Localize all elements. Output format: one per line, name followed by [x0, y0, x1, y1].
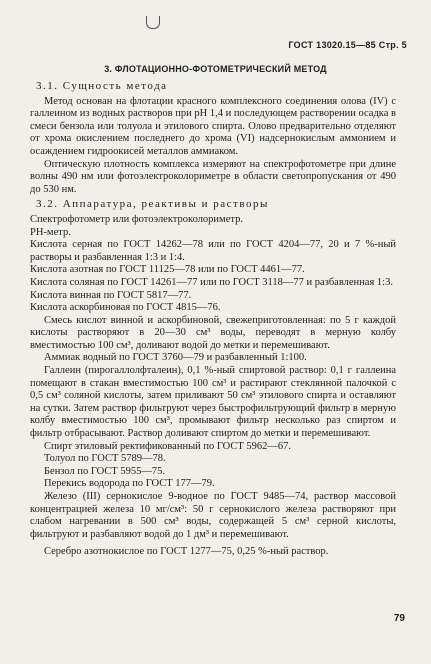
list-item: Железо (III) сернокислое 9-водное по ГОСТ 9485—74, раствор массовой концентрацией железа 10 мг/см³: 50 г сернокислого железа растворяют при слабом нагревании в 500 см³ воды, содержащей 5 см³ серной кислоты, фильтруют и разбавляют водой до 1 дм³ и перемешивают. — [30, 491, 396, 540]
list-item: Кислота соляная по ГОСТ 14261—77 или по ГОСТ 3118—77 и разбавленная 1:3. — [30, 276, 393, 288]
page-header: ГОСТ 13020.15—85 Стр. 5 — [288, 40, 407, 50]
list-item: PH-метр. — [30, 226, 71, 238]
list-item: Бензол по ГОСТ 5955—75. — [44, 465, 166, 477]
list-item: Кислота винная по ГОСТ 5817—77. — [30, 289, 192, 301]
list-item: Смесь кислот винной и аскорбиновой, свежеприготовленная: по 5 г каждой кислоты растворяют в 20—30 см³ воды, переводят в мерную колбу вместимостью 100 см³, доливают водой до метки и перемешивают. — [30, 314, 396, 351]
section-title: 3. ФЛОТАЦИОННО-ФОТОМЕТРИЧЕСКИЙ МЕТОД — [104, 64, 327, 74]
document-body — [30, 78, 396, 559]
paragraph-method: Метод основан на флотации красного комплексного соединения олова (IV) с галлеином из водных растворов при pH 1,4 и последующем растворении осадка в смеси бензола или толуола и этилового спирта. Олово предварительно отделяют от хрома окислением последнего до хрома (VI) надсернокислым аммонием и осаждением гидроокисей металлов аммиаком. — [30, 95, 396, 157]
list-item: Кислота азотная по ГОСТ 11125—78 или по ГОСТ 4461—77. — [30, 264, 305, 276]
list-item: Серебро азотнокислое по ГОСТ 1277—75, 0,25 %-ный раствор. — [44, 546, 329, 558]
list-item: Аммиак водный по ГОСТ 3760—79 и разбавленный 1:100. — [44, 352, 307, 364]
list-item: Кислота аскорбиновая по ГОСТ 4815—76. — [30, 302, 221, 314]
page-number: 79 — [393, 613, 405, 624]
subsection-heading-1: 3.1. Сущность метода — [36, 80, 168, 92]
list-item: Толуол по ГОСТ 5789—78. — [44, 453, 166, 465]
binding-mark — [146, 16, 160, 29]
list-item: Спирт этиловый ректификованный по ГОСТ 5962—67. — [44, 440, 292, 452]
subsection-heading-2: 3.2. Аппаратура, реактивы и растворы — [36, 198, 269, 211]
list-item: Кислота серная по ГОСТ 14262—78 или по ГОСТ 4204—77, 20 и 7 %-ный растворы и разбавленная 1:3 и 1:4. — [30, 239, 396, 263]
paragraph-optical: Оптическую плотность комплекса измеряют на спектрофотометре при длине волны 490 нм или фотоэлектроколориметре в области светопропускания от 490 до 530 нм. — [30, 158, 396, 195]
list-item: Галлеин (пирогаллолфталеин), 0,1 %-ный спиртовой раствор: 0,1 г галлеина помещают в стакан вместимостью 100 см³ и растирают стеклянной палочкой с 0,5 см³ соляной кислоты, затем приливают 50 см³ этилового спирта и оставляют на сутки. Затем раствор фильтруют через быстрофильтрующий фильтр в мерную колбу вместимостью 100 см³, промывают фильтр несколько раз спиртом и фильтр отбрасывают. Раствор доливают спиртом до метки и перемешивают. — [30, 365, 396, 440]
list-item: Спектрофотометр или фотоэлектроколориметр. — [30, 213, 243, 225]
list-item: Перекись водорода по ГОСТ 177—79. — [44, 478, 215, 490]
